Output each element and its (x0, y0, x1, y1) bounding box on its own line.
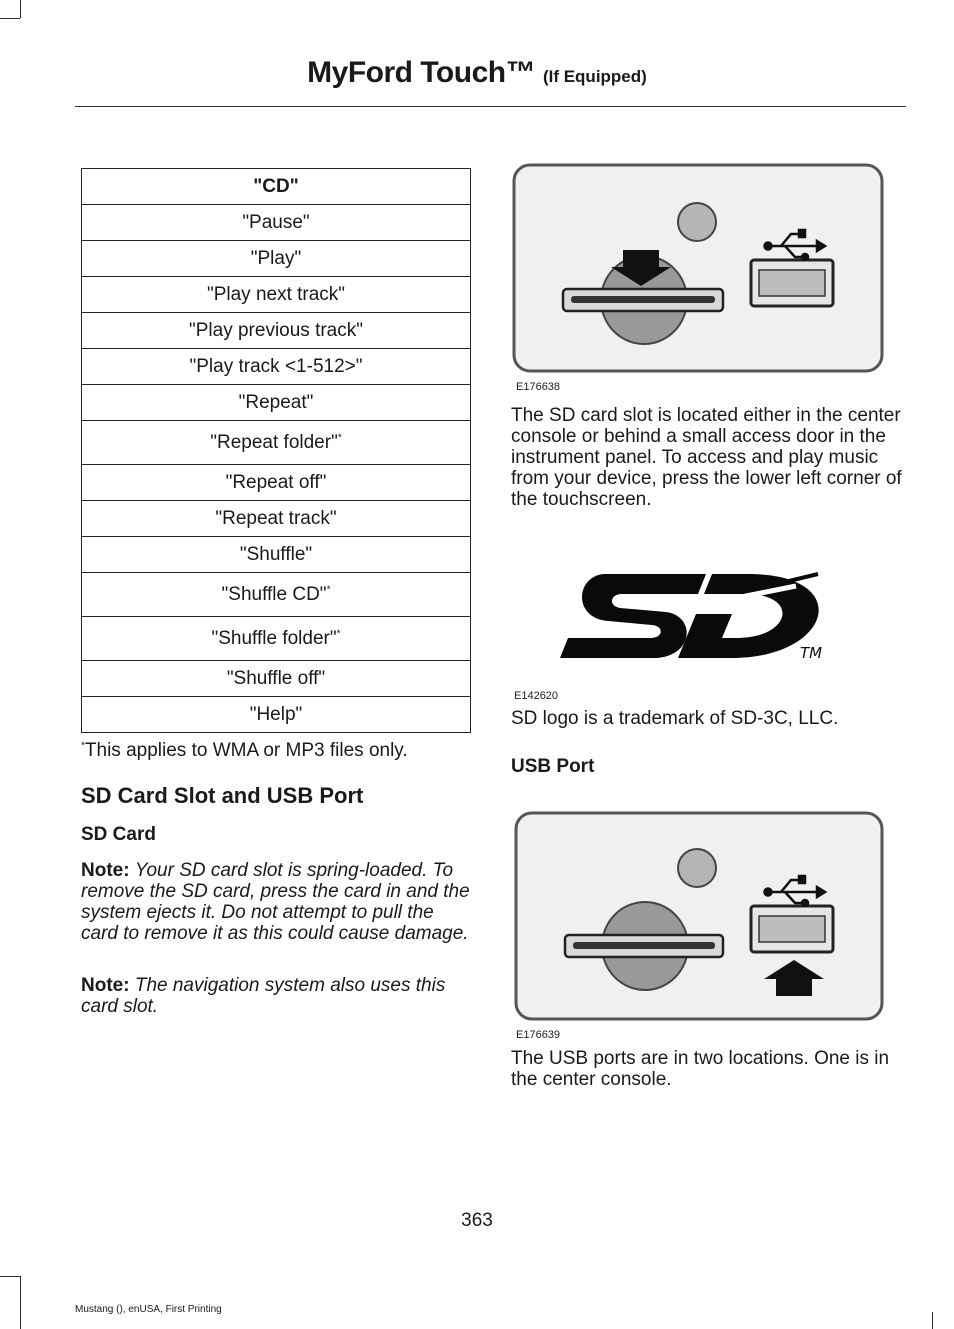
usb-location-text: The USB ports are in two locations. One is in the center console. (511, 1048, 890, 1090)
command-text: "Shuffle folder" (211, 627, 337, 649)
table-row (82, 573, 471, 617)
table-header-row (82, 169, 471, 205)
table-header-cell: "CD" (82, 169, 471, 205)
figure-code: E176638 (516, 381, 561, 393)
header-title: MyFord Touch™ (307, 56, 536, 89)
table-cell (82, 573, 471, 617)
crop-mark (20, 0, 21, 18)
table-row (82, 349, 471, 385)
sd-logo (556, 568, 831, 664)
command-text: "Repeat off" (225, 471, 327, 493)
sd-card-heading: SD Card (81, 824, 156, 845)
command-text: "Play" (250, 247, 302, 269)
table-row (82, 465, 471, 501)
trademark-symbol: TM (800, 644, 823, 662)
note-navigation (81, 975, 473, 1017)
table-row (82, 501, 471, 537)
table-row (82, 385, 471, 421)
footnote-text: This applies to WMA or MP3 files only. (84, 740, 408, 761)
command-text: "Repeat track" (215, 507, 337, 529)
table-cell (82, 537, 471, 573)
command-text: "Play track <1-512>" (189, 355, 363, 377)
page-number: 363 (461, 1210, 493, 1231)
note-label: Note: (81, 975, 130, 996)
table-row (82, 617, 471, 661)
table-row (82, 421, 471, 465)
command-text: "Repeat" (238, 391, 314, 413)
command-text: "Play previous track" (189, 319, 363, 341)
table-row (82, 277, 471, 313)
table-cell (82, 697, 471, 733)
table-cell (82, 501, 471, 537)
footer-edition: Mustang (), enUSA, First Printing (75, 1304, 222, 1315)
table-cell (82, 349, 471, 385)
header-rule (75, 106, 906, 107)
command-text: "Play next track" (206, 283, 346, 305)
table-row (82, 537, 471, 573)
table-cell (82, 277, 471, 313)
table-cell (82, 241, 471, 277)
table-row (82, 241, 471, 277)
footnote-mark: * (337, 432, 342, 444)
table-cell (82, 385, 471, 421)
table-cell (82, 313, 471, 349)
note-text: The navigation system also uses this card slot. (81, 975, 446, 1017)
voice-command-table (81, 168, 471, 733)
command-text: "Repeat folder" (210, 431, 338, 453)
table-cell (82, 205, 471, 241)
table-cell (82, 465, 471, 501)
footnote-mark: * (326, 584, 331, 596)
sd-logo-caption: SD logo is a trademark of SD-3C, LLC. (511, 708, 839, 729)
usb-port-heading: USB Port (511, 756, 595, 777)
usb-port-illustration (513, 810, 886, 1024)
footnote (81, 740, 408, 762)
command-text: "Shuffle" (239, 543, 313, 565)
table-cell (82, 421, 471, 465)
section-title: SD Card Slot and USB Port (81, 783, 364, 808)
crop-mark (0, 18, 20, 19)
note-spring-loaded (81, 860, 473, 944)
footnote-mark: * (81, 740, 85, 752)
table-row (82, 697, 471, 733)
note-label: Note: (81, 860, 130, 881)
table-row (82, 313, 471, 349)
note-text: Your SD card slot is spring-loaded. To remove the SD card, press the card in and the system ejects it. Do not attempt to pull the card to remove it as this could cause damage. (81, 860, 470, 944)
command-text: "Help" (249, 703, 303, 725)
command-text: "Shuffle CD" (221, 583, 327, 605)
command-text: "Shuffle off" (226, 667, 326, 689)
sd-slot-illustration (511, 162, 886, 376)
figure-code: E176639 (516, 1029, 561, 1041)
footnote-mark: * (336, 628, 341, 640)
command-text: "Pause" (242, 211, 310, 233)
page-header (0, 56, 954, 90)
header-subtitle: (If Equipped) (542, 67, 647, 86)
table-row (82, 661, 471, 697)
table-row (82, 205, 471, 241)
crop-mark (0, 1276, 20, 1277)
crop-mark (20, 1276, 21, 1329)
sd-slot-location-text: The SD card slot is located either in the center console or behind a small access door in the instrument panel. To access and play music from your device, press the lower left corner of the touchscreen. (511, 405, 902, 510)
crop-mark (932, 1312, 933, 1329)
figure-code: E142620 (514, 690, 559, 702)
table-cell (82, 661, 471, 697)
table-cell (82, 617, 471, 661)
